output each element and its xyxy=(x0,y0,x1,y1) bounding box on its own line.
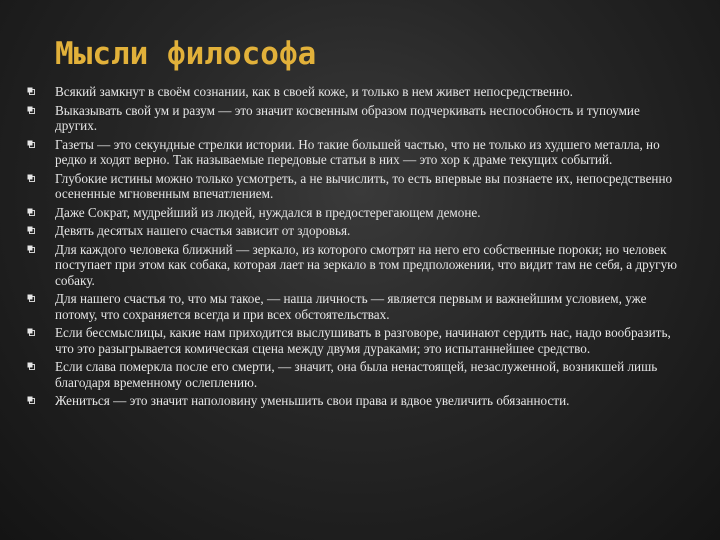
square-bullet-icon xyxy=(27,294,35,302)
square-bullet-icon xyxy=(27,328,35,336)
bullet-text: Газеты — это секундные стрелки истории. Но такие большей частью, что не только из худшего металла, но редко и ходят верно. Так называемые передовые статьи в них — это хор к драме текущих событий. xyxy=(55,136,660,167)
bullet-text: Выказывать свой ум и разум — это значит косвенным образом подчеркивать неспособность и тупоумие других. xyxy=(55,102,640,133)
bullet-text: Для каждого человека ближний — зеркало, из которого смотрят на него его собственные пороки; но человек поступает при этом как собака, которая лает на зеркало в том предположении, что видит там не себя, а другую собаку. xyxy=(55,241,678,288)
square-bullet-icon xyxy=(27,106,35,114)
bullet-item xyxy=(26,242,678,289)
square-bullet-icon xyxy=(27,226,35,234)
square-bullet-icon xyxy=(27,396,35,404)
bullet-item xyxy=(26,171,678,202)
bullet-text: Глубокие истины можно только усмотреть, а не вычислить, то есть впервые вы познаете их, непосредственно осененные мгновенным впечатлением. xyxy=(55,170,673,201)
bullet-item xyxy=(26,84,678,100)
square-bullet-icon xyxy=(27,245,35,253)
slide-title: Мысли философа xyxy=(55,36,317,72)
bullet-item xyxy=(26,223,678,239)
bullet-text: Если слава померкла после его смерти, — значит, она была ненастоящей, незаслуженной, возникшей лишь благодаря временному ослеплению. xyxy=(55,359,658,390)
bullet-text: Даже Сократ, мудрейший из людей, нуждался в предостерегающем демоне. xyxy=(55,204,481,220)
bullet-text: Для нашего счастья то, что мы такое, — наша личность — является первым и важнейшим условием, уже потому, что сохраняется всегда и при всех обстоятельствах. xyxy=(55,291,647,322)
bullet-item xyxy=(26,359,678,390)
bullet-text: Если бессмыслицы, какие нам приходится выслушивать в разговоре, начинают сердить нас, надо вообразить, что это разыгрывается комическая сцена между двумя дураками; это испытаннейшее средство. xyxy=(55,325,671,356)
bullet-text: Девять десятых нашего счастья зависит от здоровья. xyxy=(55,223,351,238)
bullet-item xyxy=(26,137,678,168)
bullet-list xyxy=(26,84,678,412)
square-bullet-icon xyxy=(27,87,35,95)
bullet-text: Жениться — это значит наполовину уменьшить свои права и вдвое увеличить обязанности. xyxy=(55,393,570,408)
square-bullet-icon xyxy=(27,174,35,182)
bullet-item xyxy=(26,103,678,134)
square-bullet-icon xyxy=(27,362,35,370)
square-bullet-icon xyxy=(27,140,35,148)
bullet-text: Всякий замкнут в своём сознании, как в своей коже, и только в нем живет непосредственно. xyxy=(55,84,573,99)
square-bullet-icon xyxy=(27,208,35,216)
bullet-item xyxy=(26,325,678,356)
bullet-item xyxy=(26,393,678,409)
bullet-item xyxy=(26,205,678,221)
bullet-item xyxy=(26,291,678,322)
